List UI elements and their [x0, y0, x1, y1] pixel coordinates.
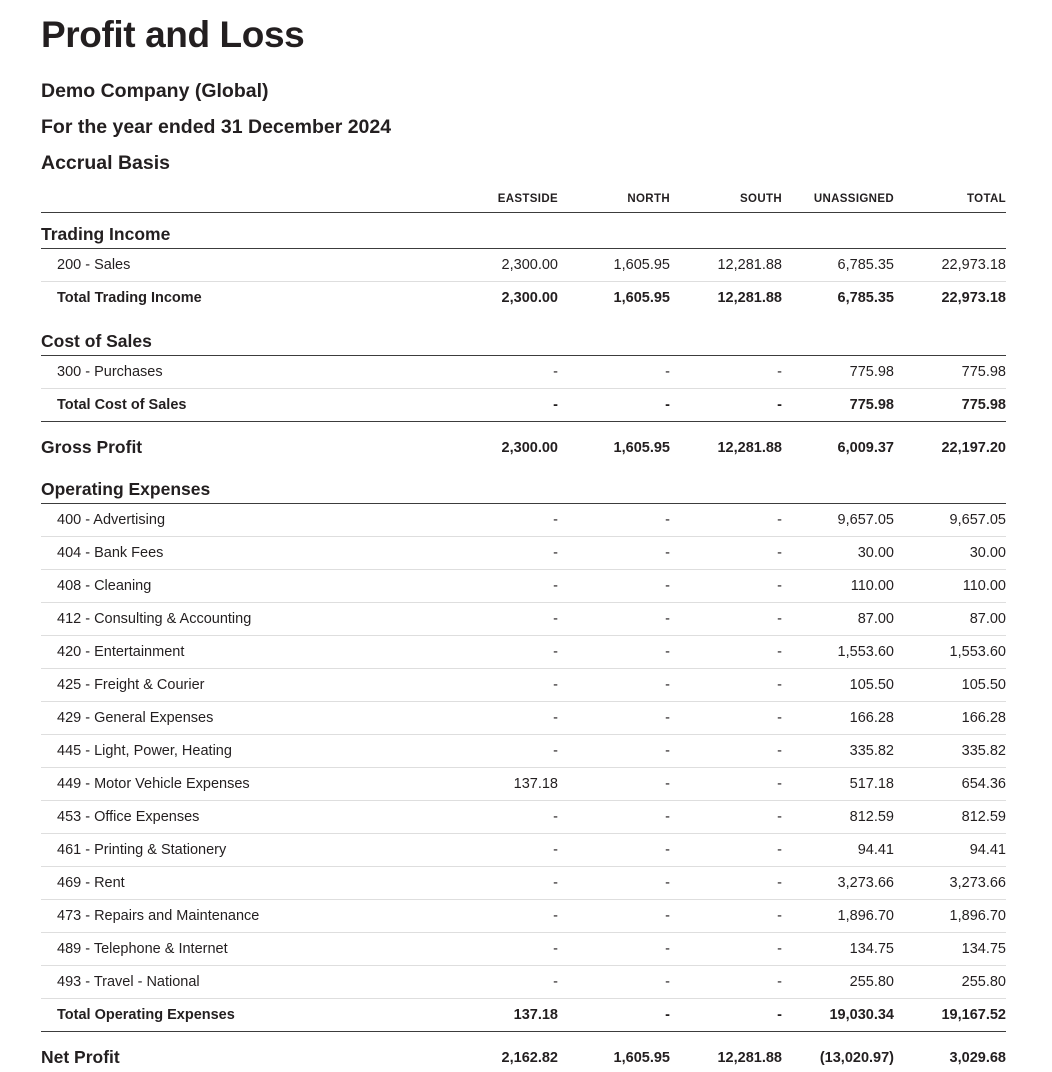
section-total-value-col-4: 19,030.34 — [782, 998, 894, 1031]
table-row[interactable] — [41, 833, 1006, 866]
account-value-col-1: - — [446, 833, 558, 866]
account-value-col-4: 335.82 — [782, 734, 894, 767]
section-total-value-col-4: 775.98 — [782, 388, 894, 421]
account-value-col-3: - — [777, 363, 782, 380]
account-value-col-4: 6,785.35 — [837, 256, 894, 273]
account-value-col-1: - — [446, 899, 558, 932]
company-name: Demo Company (Global) — [41, 79, 269, 102]
account-label: 493 - Travel - National — [41, 965, 446, 998]
account-label: 300 - Purchases — [57, 363, 163, 380]
account-value-col-4: 812.59 — [782, 800, 894, 833]
section-total-row — [41, 388, 1006, 421]
net-profit-value-col-2: 1,605.95 — [558, 1031, 670, 1072]
account-label: 469 - Rent — [41, 866, 446, 899]
section-total-value-col-5: 775.98 — [894, 388, 1006, 421]
account-value-col-2: - — [558, 635, 670, 668]
account-value-col-2: - — [558, 833, 670, 866]
account-value-col-1: - — [446, 635, 558, 668]
account-value-col-5: 1,553.60 — [894, 635, 1006, 668]
account-label: 404 - Bank Fees — [41, 536, 446, 569]
table-row[interactable] — [41, 767, 1006, 800]
account-value-col-5: 255.80 — [894, 965, 1006, 998]
account-value-col-3: - — [670, 701, 782, 734]
table-row[interactable] — [41, 668, 1006, 701]
account-value-col-4: 1,896.70 — [782, 899, 894, 932]
account-value-col-4: 134.75 — [782, 932, 894, 965]
account-value-col-2: - — [558, 767, 670, 800]
table-body — [41, 212, 1006, 1072]
table-row[interactable] — [41, 248, 1006, 281]
account-value-col-1: - — [446, 866, 558, 899]
account-value-col-2: - — [558, 569, 670, 602]
account-value-col-1: - — [553, 363, 558, 380]
account-value-col-2: - — [558, 701, 670, 734]
accounting-basis: Accrual Basis — [41, 151, 170, 174]
net-profit-row — [41, 1031, 1006, 1072]
section-total-value-col-3: - — [670, 998, 782, 1031]
section-total-value-col-2: - — [558, 388, 670, 421]
account-value-col-1: - — [446, 701, 558, 734]
table-row[interactable] — [41, 355, 1006, 388]
account-label: 489 - Telephone & Internet — [41, 932, 446, 965]
account-value-col-3: - — [670, 866, 782, 899]
table-row[interactable] — [41, 503, 1006, 536]
table-row[interactable] — [41, 800, 1006, 833]
account-value-col-3: - — [670, 767, 782, 800]
account-value-col-5: 335.82 — [894, 734, 1006, 767]
account-value-col-1: - — [446, 602, 558, 635]
account-value-col-1: - — [446, 965, 558, 998]
table-row[interactable] — [41, 866, 1006, 899]
section-total-value-col-4: 6,785.35 — [782, 281, 894, 314]
gross-profit-value-col-4: 6,009.37 — [782, 421, 894, 462]
account-value-col-3: 12,281.88 — [717, 256, 782, 273]
account-value-col-5: 94.41 — [894, 833, 1006, 866]
account-value-col-3: - — [670, 833, 782, 866]
section-total-value-col-2: 1,605.95 — [558, 281, 670, 314]
section-heading: Operating Expenses — [41, 462, 1006, 504]
section-total-value-col-2: - — [558, 998, 670, 1031]
account-value-col-5: 1,896.70 — [894, 899, 1006, 932]
account-value-col-3: - — [670, 734, 782, 767]
account-value-col-5: 30.00 — [894, 536, 1006, 569]
account-value-col-4: 87.00 — [782, 602, 894, 635]
account-value-col-1: - — [446, 734, 558, 767]
account-value-col-5: 654.36 — [894, 767, 1006, 800]
account-value-col-4: 1,553.60 — [782, 635, 894, 668]
page-title: Profit and Loss — [41, 14, 305, 55]
account-label: 400 - Advertising — [57, 511, 166, 528]
account-value-col-5: 812.59 — [894, 800, 1006, 833]
account-label: 445 - Light, Power, Heating — [41, 734, 446, 767]
account-value-col-3: - — [777, 511, 782, 528]
account-value-col-3: - — [670, 602, 782, 635]
gross-profit-label: Gross Profit — [41, 421, 446, 462]
account-value-col-1: - — [446, 800, 558, 833]
account-value-col-2: - — [558, 866, 670, 899]
account-value-col-4: 775.98 — [849, 363, 894, 380]
account-label: 429 - General Expenses — [41, 701, 446, 734]
column-header-north: NORTH — [627, 192, 670, 205]
account-value-col-3: - — [670, 899, 782, 932]
account-value-col-2: - — [558, 932, 670, 965]
section-total-label: Total Cost of Sales — [41, 388, 446, 421]
section-total-value-col-5: 22,973.18 — [894, 281, 1006, 314]
column-header-eastside: EASTSIDE — [497, 192, 558, 205]
section-total-value-col-1: 2,300.00 — [446, 281, 558, 314]
account-value-col-5: 110.00 — [894, 569, 1006, 602]
gross-profit-row — [41, 421, 1006, 462]
column-header-south: SOUTH — [740, 192, 782, 205]
account-value-col-4: 9,657.05 — [837, 511, 894, 528]
account-label: 453 - Office Expenses — [41, 800, 446, 833]
section-heading: Cost of Sales — [41, 314, 1006, 356]
account-value-col-3: - — [670, 932, 782, 965]
account-value-col-5: 166.28 — [894, 701, 1006, 734]
gross-profit-value-col-2: 1,605.95 — [558, 421, 670, 462]
account-value-col-2: - — [558, 602, 670, 635]
table-header-row — [41, 193, 1006, 212]
account-value-col-3: - — [670, 965, 782, 998]
account-value-col-2: - — [558, 536, 670, 569]
section-heading-row — [41, 314, 1006, 356]
table-row[interactable] — [41, 569, 1006, 602]
section-total-value-col-3: - — [670, 388, 782, 421]
account-value-col-4: 110.00 — [782, 569, 894, 602]
section-total-row — [41, 281, 1006, 314]
account-value-col-2: - — [558, 899, 670, 932]
column-header-total: TOTAL — [966, 192, 1006, 205]
account-value-col-2: - — [558, 734, 670, 767]
section-total-label: Total Operating Expenses — [41, 998, 446, 1031]
account-value-col-3: - — [670, 800, 782, 833]
account-value-col-3: - — [670, 536, 782, 569]
account-label: 408 - Cleaning — [41, 569, 446, 602]
table-row[interactable] — [41, 932, 1006, 965]
section-total-value-col-1: 137.18 — [446, 998, 558, 1031]
account-value-col-1: - — [446, 932, 558, 965]
account-value-col-4: 3,273.66 — [782, 866, 894, 899]
account-value-col-1: - — [446, 569, 558, 602]
account-value-col-4: 166.28 — [782, 701, 894, 734]
net-profit-value-col-5: 3,029.68 — [894, 1031, 1006, 1072]
net-profit-value-col-3: 12,281.88 — [670, 1031, 782, 1072]
gross-profit-value-col-1: 2,300.00 — [446, 421, 558, 462]
account-value-col-3: - — [670, 635, 782, 668]
account-value-col-5: 134.75 — [894, 932, 1006, 965]
table-row[interactable] — [41, 965, 1006, 998]
account-value-col-2: - — [558, 668, 670, 701]
column-header-label — [41, 193, 446, 212]
account-value-col-5: 22,973.18 — [941, 256, 1006, 273]
section-total-value-col-5: 19,167.52 — [894, 998, 1006, 1031]
table-row[interactable] — [41, 899, 1006, 932]
account-value-col-5: 3,273.66 — [894, 866, 1006, 899]
account-value-col-1: 137.18 — [446, 767, 558, 800]
section-heading-row — [41, 212, 1006, 248]
profit-and-loss-table — [41, 193, 1006, 1072]
table-row[interactable] — [41, 701, 1006, 734]
table-row[interactable] — [41, 734, 1006, 767]
account-label: 200 - Sales — [57, 256, 131, 273]
account-label: 425 - Freight & Courier — [41, 668, 446, 701]
column-header-unassigned: UNASSIGNED — [813, 192, 894, 205]
gross-profit-value-col-5: 22,197.20 — [894, 421, 1006, 462]
account-label: 420 - Entertainment — [41, 635, 446, 668]
account-value-col-2: - — [665, 511, 670, 528]
account-value-col-3: - — [670, 668, 782, 701]
net-profit-value-col-1: 2,162.82 — [446, 1031, 558, 1072]
account-value-col-4: 517.18 — [782, 767, 894, 800]
section-total-value-col-3: 12,281.88 — [670, 281, 782, 314]
account-value-col-1: - — [446, 536, 558, 569]
account-value-col-5: 9,657.05 — [949, 511, 1006, 528]
account-value-col-1: 2,300.00 — [501, 256, 558, 273]
account-label: 449 - Motor Vehicle Expenses — [41, 767, 446, 800]
account-value-col-1: - — [553, 511, 558, 528]
account-value-col-4: 255.80 — [782, 965, 894, 998]
account-label: 461 - Printing & Stationery — [41, 833, 446, 866]
account-value-col-4: 94.41 — [782, 833, 894, 866]
table-row[interactable] — [41, 635, 1006, 668]
net-profit-label: Net Profit — [41, 1031, 446, 1072]
account-value-col-2: - — [558, 800, 670, 833]
net-profit-value-col-4: (13,020.97) — [782, 1031, 894, 1072]
account-value-col-5: 105.50 — [894, 668, 1006, 701]
account-value-col-3: - — [670, 569, 782, 602]
section-total-value-col-1: - — [446, 388, 558, 421]
account-value-col-4: 30.00 — [782, 536, 894, 569]
account-value-col-5: 775.98 — [961, 363, 1006, 380]
account-value-col-2: - — [665, 363, 670, 380]
account-value-col-4: 105.50 — [782, 668, 894, 701]
account-label: 473 - Repairs and Maintenance — [41, 899, 446, 932]
account-value-col-1: - — [446, 668, 558, 701]
account-value-col-5: 87.00 — [894, 602, 1006, 635]
account-value-col-2: 1,605.95 — [613, 256, 670, 273]
report-period: For the year ended 31 December 2024 — [41, 115, 392, 138]
account-label: 412 - Consulting & Accounting — [41, 602, 446, 635]
section-total-row — [41, 998, 1006, 1031]
gross-profit-value-col-3: 12,281.88 — [670, 421, 782, 462]
section-heading-row — [41, 462, 1006, 504]
table-row[interactable] — [41, 536, 1006, 569]
table-row[interactable] — [41, 602, 1006, 635]
section-heading: Trading Income — [41, 212, 1006, 248]
account-value-col-2: - — [558, 965, 670, 998]
section-total-label: Total Trading Income — [41, 281, 446, 314]
